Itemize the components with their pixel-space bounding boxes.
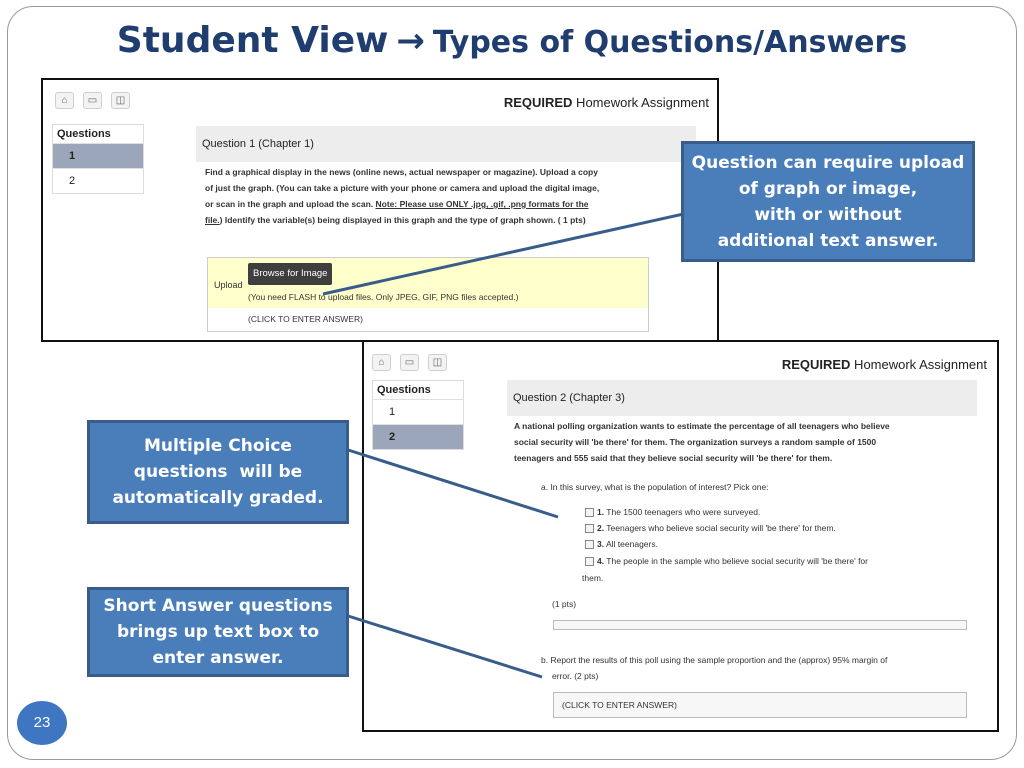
- fullscreen-icon[interactable]: ◫: [111, 92, 130, 109]
- slide-title-part1: Student View: [116, 20, 389, 61]
- upload-label: Upload: [214, 280, 243, 290]
- question-nav-item-2[interactable]: 2: [373, 424, 463, 449]
- questions-panel-title: Questions: [373, 381, 463, 399]
- questions-panel-title: Questions: [53, 125, 143, 143]
- question-header: Question 1 (Chapter 1): [196, 126, 696, 162]
- question-header: Question 2 (Chapter 3): [507, 380, 977, 416]
- part-b-prompt-line1: b. Report the results of this poll using the sample proportion and the (approx) 95% margin of: [541, 655, 888, 665]
- callout-upload: Question can require upload of graph or image, with or without additional text answer.: [681, 141, 975, 262]
- question-text: Find a graphical display in the news (online news, actual newspaper or magazine). Upload a copy of just the graph. (You can take a picture with your phone or camera and upload the digital image, or scan in the graph and upload the scan. Note: Please use ONLY .jpg, .gif, .png formats for the file.) Identify the variable(s) being displayed in this graph and the type of graph shown. ( 1 pts): [205, 167, 600, 225]
- option-3[interactable]: 3. All teenagers.: [585, 539, 658, 549]
- option-2[interactable]: 2. Teenagers who believe social security will 'be there' for them.: [585, 523, 836, 533]
- option-1[interactable]: 1. The 1500 teenagers who were surveyed.: [585, 507, 760, 517]
- question-text: A national polling organization wants to estimate the percentage of all teenagers who believe social security will 'be there' for them. The organization surveys a random sample of 1500 teenagers and 555 said that they believe social security will 'be there' for them.: [514, 421, 890, 463]
- part-b-prompt-line2: error. (2 pts): [552, 671, 599, 681]
- print-icon[interactable]: ▭: [400, 354, 419, 371]
- slide-title-part2: Types of Questions/Answers: [432, 25, 908, 60]
- click-to-enter-answer[interactable]: (CLICK TO ENTER ANSWER): [248, 314, 363, 324]
- connector-short-answer: [345, 615, 542, 677]
- home-icon[interactable]: ⌂: [372, 354, 391, 371]
- connector-multiple-choice: [345, 449, 558, 517]
- assignment-title: REQUIRED Homework Assignment: [781, 357, 987, 372]
- points-label: (1 pts): [552, 599, 577, 609]
- option-4[interactable]: 4. The people in the sample who believe social security will 'be there' for: [585, 556, 868, 566]
- question-nav-item-1[interactable]: 1: [53, 143, 143, 168]
- browse-for-image-button[interactable]: Browse for Image: [248, 263, 332, 285]
- page-number: 23: [17, 701, 67, 745]
- part-a-prompt: a. In this survey, what is the population of interest? Pick one:: [541, 482, 769, 492]
- question-nav-item-2[interactable]: 2: [53, 168, 143, 193]
- fullscreen-icon[interactable]: ◫: [428, 354, 447, 371]
- callout-short-answer: Short Answer questions brings up text box to enter answer.: [87, 587, 349, 677]
- click-to-enter-answer[interactable]: (CLICK TO ENTER ANSWER): [553, 692, 967, 718]
- connector-upload: [323, 213, 688, 294]
- home-icon[interactable]: ⌂: [55, 92, 74, 109]
- callout-multiple-choice: Multiple Choice questions will be automatically graded.: [87, 420, 349, 524]
- flash-note: (You need FLASH to upload files. Only JPEG, GIF, PNG files accepted.): [248, 292, 519, 302]
- arrow-right-icon: →: [396, 21, 425, 61]
- option-4-continued: them.: [582, 573, 604, 583]
- assignment-title: REQUIRED Homework Assignment: [503, 95, 709, 110]
- print-icon[interactable]: ▭: [83, 92, 102, 109]
- question-nav-item-1[interactable]: 1: [373, 399, 463, 424]
